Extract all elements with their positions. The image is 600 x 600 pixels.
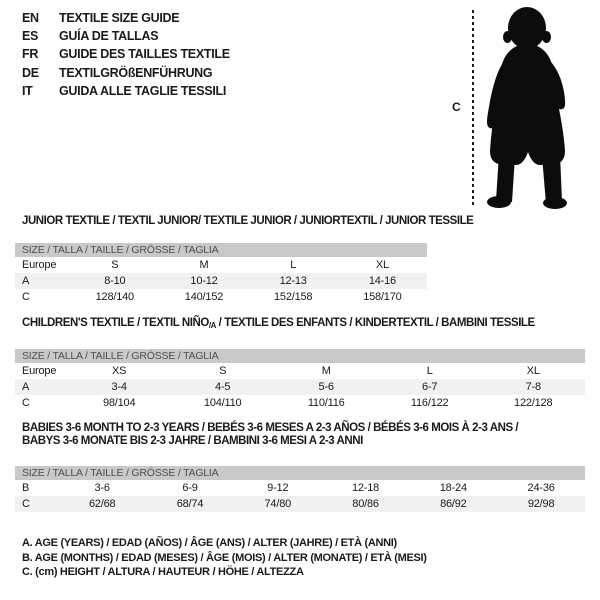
column-header: Europe [22, 365, 57, 377]
size-cell: 9-12 [267, 482, 289, 494]
column-header: S [111, 259, 119, 271]
size-cell: 122/128 [514, 397, 553, 409]
column-header: XL [375, 259, 389, 271]
column-header: L [426, 365, 433, 377]
size-cell: 6-7 [422, 381, 438, 393]
row-label: C [22, 291, 30, 303]
language-label: GUÍA DE TALLAS [59, 29, 159, 44]
row-label: A [22, 275, 30, 287]
size-cell: 104/110 [203, 397, 242, 409]
size-cell: 12-18 [351, 482, 380, 494]
size-cell: 140/152 [184, 291, 224, 303]
table-row [15, 379, 585, 395]
column-header: XS [112, 365, 127, 377]
size-cell: 3-6 [94, 482, 110, 494]
footnote-c: C. (cm) HEIGHT / ALTURA / HAUTEUR / HÖHE / ALTEZZA [22, 566, 304, 579]
size-cell: 116/122 [410, 397, 449, 409]
footnotes [22, 536, 427, 580]
language-header [22, 9, 230, 100]
column-header: XL [526, 365, 540, 377]
column-header: Europe [22, 259, 57, 271]
children-size-table [15, 349, 585, 411]
height-measure-line [472, 10, 474, 206]
size-cell: 92/98 [527, 498, 555, 510]
row-label: C [22, 397, 30, 409]
size-cell: 110/116 [307, 397, 345, 409]
language-label: GUIDE DES TAILLES TEXTILE [59, 47, 230, 62]
children-title-subscript: /A [208, 321, 216, 330]
size-cell: 8-10 [104, 275, 126, 287]
size-cell: 18-24 [439, 482, 467, 494]
table-row [15, 289, 427, 305]
footnote-b: B. AGE (MONTHS) / EDAD (MESES) / ÂGE (MOIS) / ALTER (MONATE) / ETÀ (MESI) [22, 551, 427, 564]
size-cell: 74/80 [264, 498, 292, 510]
babies-title-line1: BABIES 3-6 MONTH TO 2-3 YEARS / BEBÉS 3-6 MESES A 2-3 AÑOS / BÉBÉS 3-6 MOIS À 2-3 ANS / [22, 422, 519, 434]
language-row [22, 9, 230, 27]
size-cell: 12-13 [279, 275, 307, 287]
language-label: TEXTILE SIZE GUIDE [59, 11, 180, 25]
size-cell: 3-4 [111, 381, 127, 393]
junior-table-title: JUNIOR TEXTILE / TEXTIL JUNIOR/ TEXTILE JUNIOR / JUNIORTEXTIL / JUNIOR TESSILE [22, 215, 474, 227]
language-code: FR [22, 47, 39, 62]
children-table-title [22, 317, 535, 332]
table-row [15, 480, 585, 496]
language-row [22, 45, 230, 63]
column-header-row [15, 363, 585, 379]
size-cell: 86/92 [440, 498, 467, 510]
size-cell: 6-9 [182, 482, 198, 494]
language-label: GUIDA ALLE TAGLIE TESSILI [59, 83, 227, 98]
size-cell: 10-12 [190, 275, 218, 287]
column-header: M [199, 259, 209, 271]
size-cell: 24-36 [527, 482, 555, 494]
table-row [15, 273, 427, 289]
children-title-text: CHILDREN'S TEXTILE / TEXTIL NIÑO [22, 317, 209, 329]
size-header-bar: SIZE / TALLA / TAILLE / GRÖSSE / TAGLIA [15, 466, 585, 480]
babies-title-line2: BABYS 3-6 MONATE BIS 2-3 JAHRE / BAMBINI 3-6 MESI A 2-3 ANNI [22, 435, 363, 447]
size-cell: 62/68 [88, 498, 116, 510]
language-row [22, 64, 230, 82]
size-cell: 7-8 [525, 381, 541, 393]
column-header: S [219, 365, 227, 377]
language-code: EN [22, 11, 39, 25]
language-row [22, 82, 230, 100]
size-cell: 4-5 [215, 381, 231, 393]
size-cell: 5-6 [318, 381, 334, 393]
babies-size-table [15, 466, 585, 512]
size-cell: 80/86 [352, 498, 379, 510]
language-label: TEXTILGRÖßENFÜHRUNG [59, 65, 213, 80]
size-header-bar: SIZE / TALLA / TAILLE / GRÖSSE / TAGLIA [15, 349, 585, 363]
row-label: A [22, 381, 30, 393]
row-label: C [22, 498, 30, 510]
size-cell: 158/170 [363, 291, 402, 303]
size-cell: 68/74 [176, 498, 204, 510]
size-cell: 98/104 [102, 397, 136, 409]
table-row [15, 395, 585, 411]
language-code: IT [22, 83, 33, 98]
footnote-a: A. AGE (YEARS) / EDAD (AÑOS) / ÂGE (ANS) / ALTER (JAHRE) / ETÀ (ANNI) [22, 537, 397, 549]
language-row [22, 27, 230, 45]
language-code: ES [22, 29, 39, 44]
children-title-text: / TEXTILE DES ENFANTS / KINDERTEXTIL / BAMBINI TESSILE [215, 317, 535, 329]
language-code: DE [22, 65, 39, 80]
column-header: M [321, 365, 331, 377]
row-label: B [22, 482, 30, 494]
column-header-row [15, 257, 427, 273]
babies-table-title [22, 422, 518, 448]
height-label-c: C [452, 100, 461, 114]
size-cell: 152/158 [273, 291, 313, 303]
size-cell: 128/140 [95, 291, 134, 303]
size-header-bar: SIZE / TALLA / TAILLE / GRÖSSE / TAGLIA [15, 243, 427, 257]
junior-size-table [15, 243, 427, 305]
column-header: L [290, 259, 297, 271]
size-cell: 14-16 [368, 275, 396, 287]
table-row [15, 496, 585, 512]
toddler-silhouette-icon [482, 6, 574, 210]
